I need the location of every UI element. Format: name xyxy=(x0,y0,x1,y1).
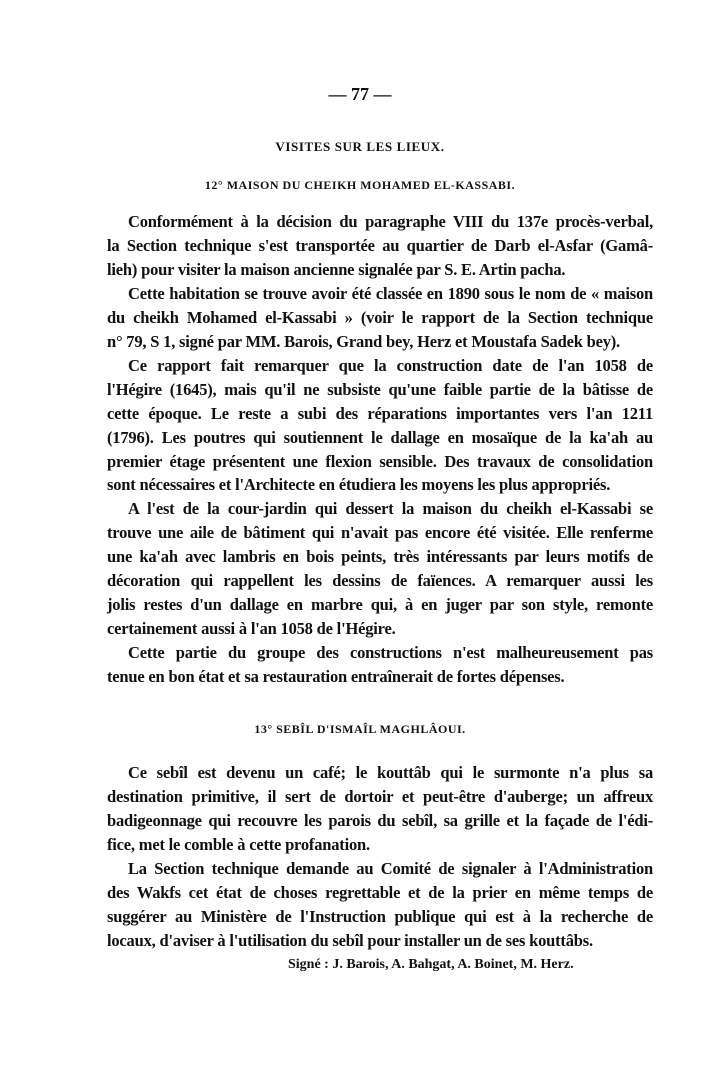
text-line: tenue en bon état et sa restauration entraînerait de fortes dépenses. xyxy=(107,667,565,687)
text-line: sont nécessaires et l'Architecte en étudiera les moyens les plus appropriés. xyxy=(107,475,611,495)
text-line: du cheikh Mohamed el-Kassabi » (voir le rapport de la Section technique xyxy=(107,307,653,327)
text-line: certainement aussi à l'an 1058 de l'Hégire. xyxy=(107,619,396,639)
subsection-heading: 12° MAISON DU CHEIKH MOHAMED EL-KASSABI. xyxy=(204,178,516,192)
text-line: lieh) pour visiter la maison ancienne signalée par S. E. Artin pacha. xyxy=(107,259,566,279)
text-line: premier étage présentent une flexion sensible. Des travaux de consolidation xyxy=(107,451,653,471)
text-line: Ce sebîl est devenu un café; le kouttâb qui le surmonte n'a plus sa xyxy=(128,763,653,782)
text-line: suggérer au Ministère de l'Instruction publique qui est à la recherche de xyxy=(107,907,653,926)
text-line: La Section technique demande au Comité de signaler à l'Administration xyxy=(128,859,653,878)
text-line: Cette habitation se trouve avoir été classée en 1890 sous le nom de « maison xyxy=(128,283,653,303)
text-line: jolis restes d'un dallage en marbre qui, à en juger par son style, remonte xyxy=(107,595,653,615)
text-line: décoration qui rappellent les dessins de faïences. A remarquer aussi les xyxy=(107,571,653,591)
text-line: n° 79, S 1, signé par MM. Barois, Grand bey, Herz et Moustafa Sadek bey). xyxy=(107,331,620,351)
text-line: cette époque. Le reste a subi des réparations importantes vers l'an 1211 xyxy=(107,403,653,423)
section-title: VISITES SUR LES LIEUX. xyxy=(275,139,445,154)
text-line: locaux, d'aviser à l'utilisation du sebîl pour installer un de ses kouttâbs. xyxy=(107,931,593,950)
page-number: — 77 — xyxy=(328,84,392,104)
text-line: A l'est de la cour-jardin qui dessert la maison du cheikh el-Kassabi se xyxy=(128,499,653,519)
text-line: badigeonnage qui recouvre les parois du sebîl, sa grille et la façade de l'édi- xyxy=(107,811,653,830)
text-line: Ce rapport fait remarquer que la construction date de l'an 1058 de xyxy=(128,355,653,375)
text-line: (1796). Les poutres qui soutiennent le dallage en mosaïque de la ka'ah au xyxy=(107,427,653,447)
text-line: fice, met le comble à cette profanation. xyxy=(107,835,370,854)
text-line: trouve une aile de bâtiment qui n'avait pas encore été visitée. Elle renferme xyxy=(107,523,653,543)
text-line: la Section technique s'est transportée au quartier de Darb el-Asfar (Gamâ- xyxy=(107,235,653,255)
signature: Signé : J. Barois, A. Bahgat, A. Boinet, M. Herz. xyxy=(288,957,574,972)
text-line: l'Hégire (1645), mais qu'il ne subsiste qu'une faible partie de la bâtisse de xyxy=(107,379,653,399)
text-line: Cette partie du groupe des constructions n'est malheureusement pas xyxy=(128,643,653,663)
text-line: une ka'ah avec lambris en bois peints, très intéressants par leurs motifs de xyxy=(107,547,653,567)
subsection-heading: 13° SEBÎL D'ISMAÎL MAGHLÂOUI. xyxy=(254,722,466,736)
text-line: destination primitive, il sert de dortoir et peut-être d'auberge; un affreux xyxy=(107,787,653,806)
text-line: Conformément à la décision du paragraphe VIII du 137e procès-verbal, xyxy=(128,212,653,231)
text-line: des Wakfs cet état de choses regrettable et de la prier en même temps de xyxy=(107,883,653,902)
